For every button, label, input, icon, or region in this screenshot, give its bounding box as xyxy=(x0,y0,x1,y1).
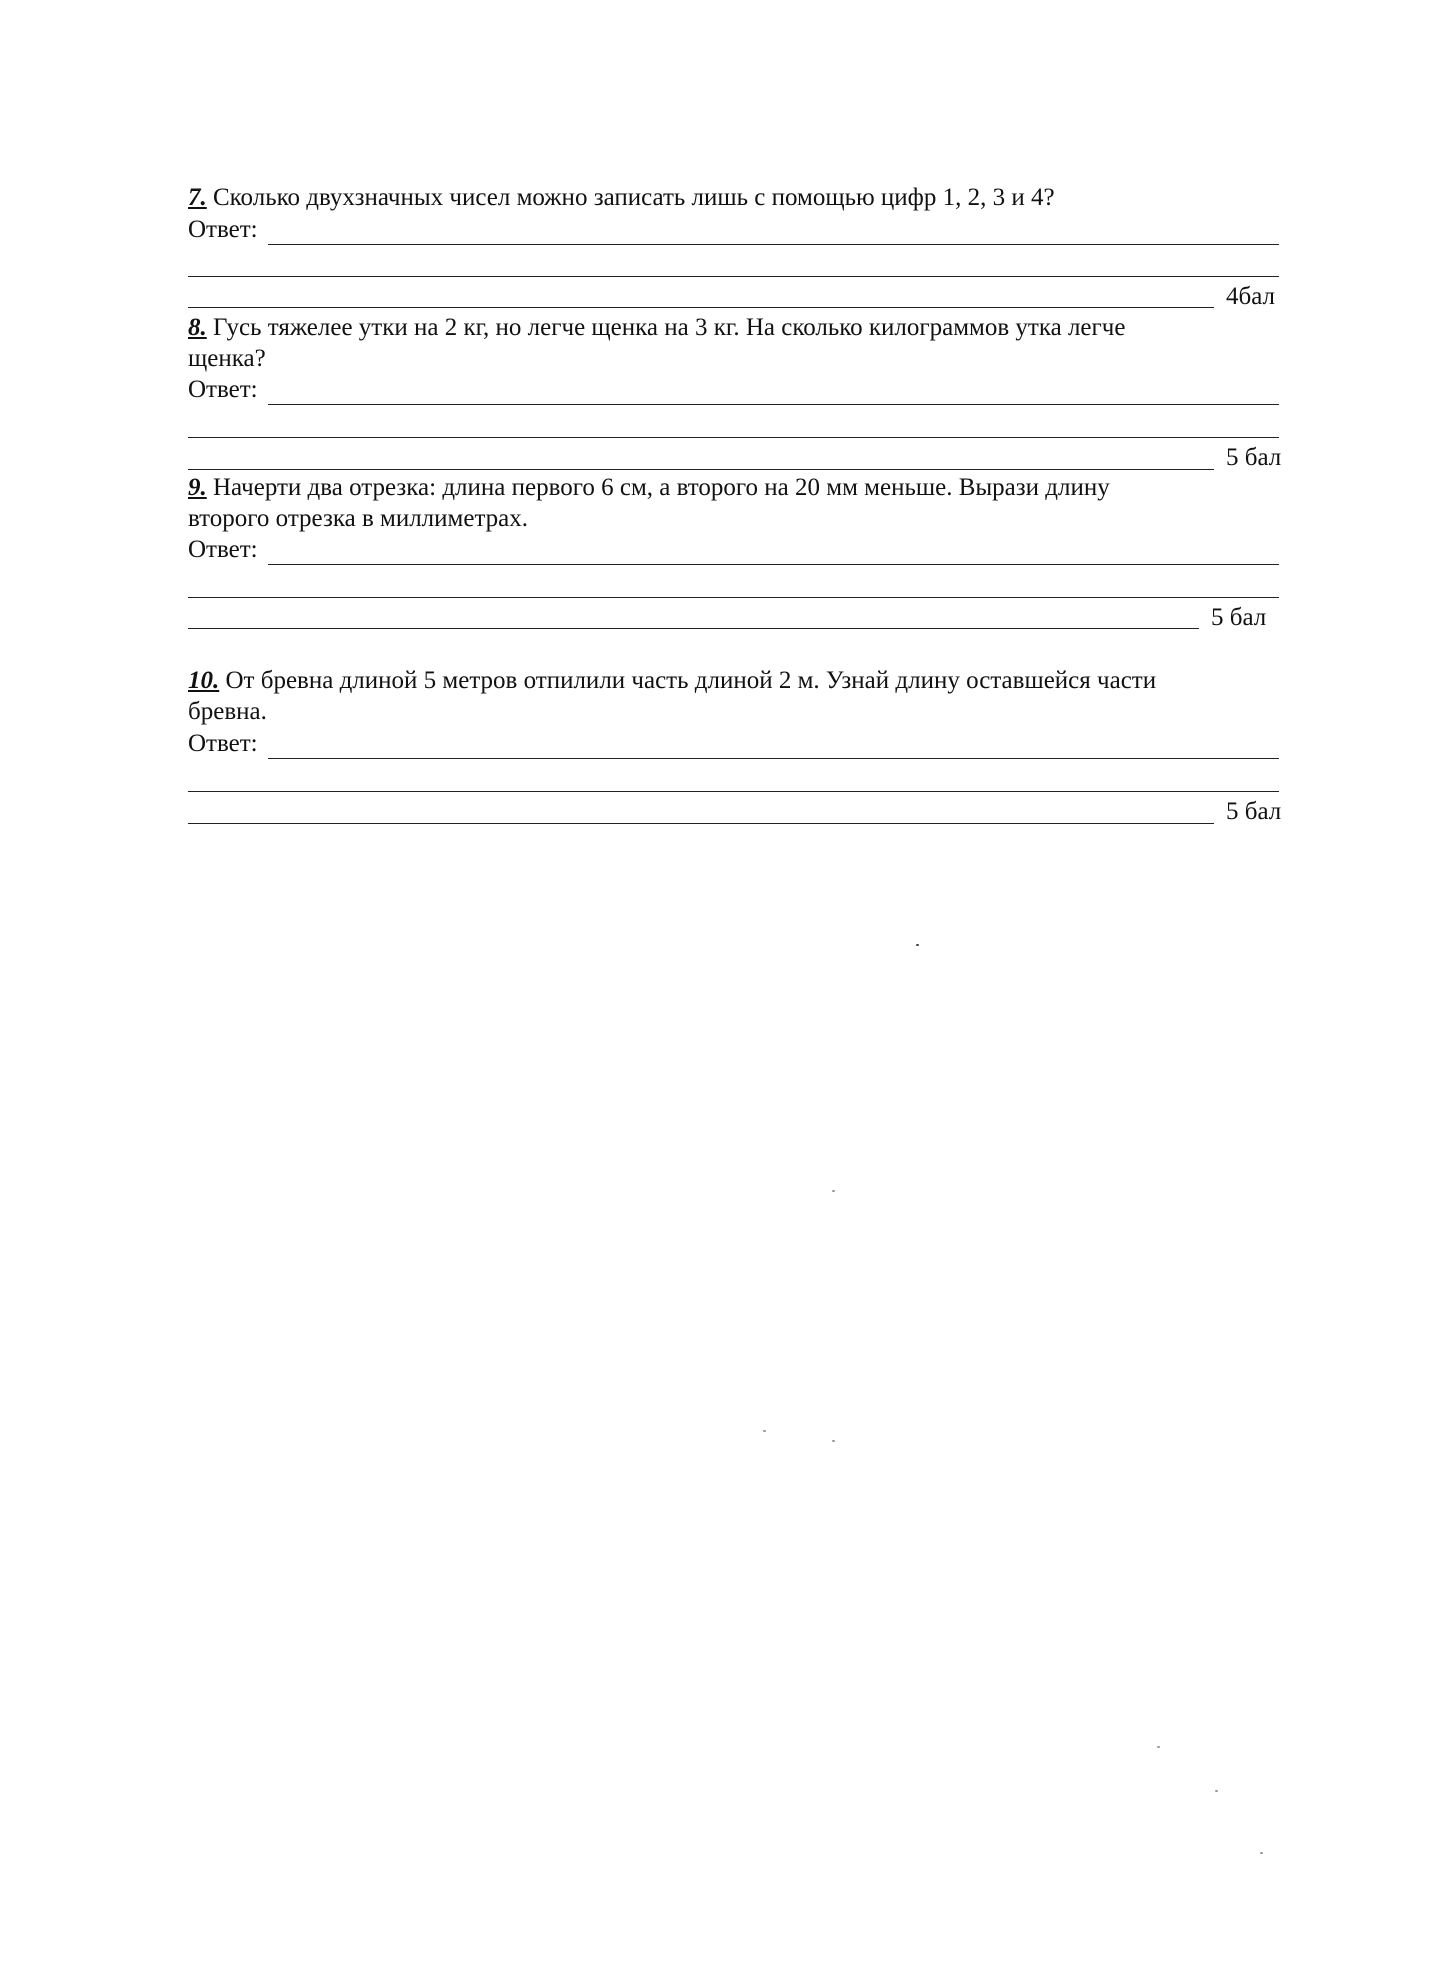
question-10-answer-row xyxy=(188,729,258,759)
question-8-answer-line-2[interactable] xyxy=(188,437,1279,438)
question-9-answer-line-3[interactable] xyxy=(188,628,1199,629)
question-7-text: Сколько двухзначных чисел можно записать лишь с помощью цифр 1, 2, 3 и 4? xyxy=(213,184,1055,211)
scan-speck xyxy=(1215,1790,1218,1792)
scan-speck xyxy=(763,1430,766,1432)
scan-speck xyxy=(1260,1852,1263,1854)
question-8-answer-line-1[interactable] xyxy=(268,404,1279,405)
question-8-number: 8. xyxy=(188,314,207,341)
question-9-line-1 xyxy=(188,473,1110,503)
question-10-line-2 xyxy=(188,697,267,727)
scan-speck xyxy=(1157,1746,1160,1748)
question-9-answer-line-1[interactable] xyxy=(268,564,1279,565)
question-10-text-1: От бревна длиной 5 метров отпилили часть длиной 2 м. Узнай длину оставшейся части xyxy=(225,667,1157,694)
question-9-text-2: второго отрезка в миллиметрах. xyxy=(188,505,529,532)
question-7-answer-line-1[interactable] xyxy=(268,244,1279,245)
question-8-answer-label: Ответ: xyxy=(188,376,258,403)
scan-speck xyxy=(916,944,919,946)
question-7-number: 7. xyxy=(188,184,207,211)
question-9-answer-line-2[interactable] xyxy=(188,597,1279,598)
question-8-line-2 xyxy=(188,344,266,374)
question-9-number: 9. xyxy=(188,474,207,501)
question-10-answer-line-3[interactable] xyxy=(188,823,1214,824)
question-10-score: 5 бал xyxy=(1226,798,1282,825)
question-9-answer-label: Ответ: xyxy=(188,536,258,563)
question-10-number: 10. xyxy=(188,667,220,694)
question-10-answer-line-2[interactable] xyxy=(188,791,1279,792)
scan-speck xyxy=(832,1440,835,1442)
question-8-answer-line-3[interactable] xyxy=(188,469,1214,470)
question-8-text-2: щенка? xyxy=(188,345,266,372)
question-7-line-1 xyxy=(188,183,1055,213)
question-10-line-1 xyxy=(188,666,1156,696)
question-10-text-2: бревна. xyxy=(188,698,267,725)
question-9-answer-row xyxy=(188,535,258,565)
question-7-answer-row xyxy=(188,215,258,245)
question-7-score: 4бал xyxy=(1226,283,1276,310)
question-8-answer-row xyxy=(188,375,258,405)
question-7-answer-line-3[interactable] xyxy=(188,307,1214,308)
question-8-line-1 xyxy=(188,313,1125,343)
scan-speck xyxy=(832,1190,835,1192)
question-9-score: 5 бал xyxy=(1211,604,1267,631)
question-10-answer-label: Ответ: xyxy=(188,730,258,757)
question-9-text-1: Начерти два отрезка: длина первого 6 см, а второго на 20 мм меньше. Вырази длину xyxy=(213,474,1110,501)
question-8-score: 5 бал xyxy=(1226,444,1282,471)
question-8-text-1: Гусь тяжелее утки на 2 кг, но легче щенка на 3 кг. На сколько килограммов утка легче xyxy=(213,314,1126,341)
question-7-answer-line-2[interactable] xyxy=(188,276,1279,277)
question-9-line-2 xyxy=(188,504,528,534)
question-10-answer-line-1[interactable] xyxy=(268,758,1279,759)
question-7-answer-label: Ответ: xyxy=(188,216,258,243)
